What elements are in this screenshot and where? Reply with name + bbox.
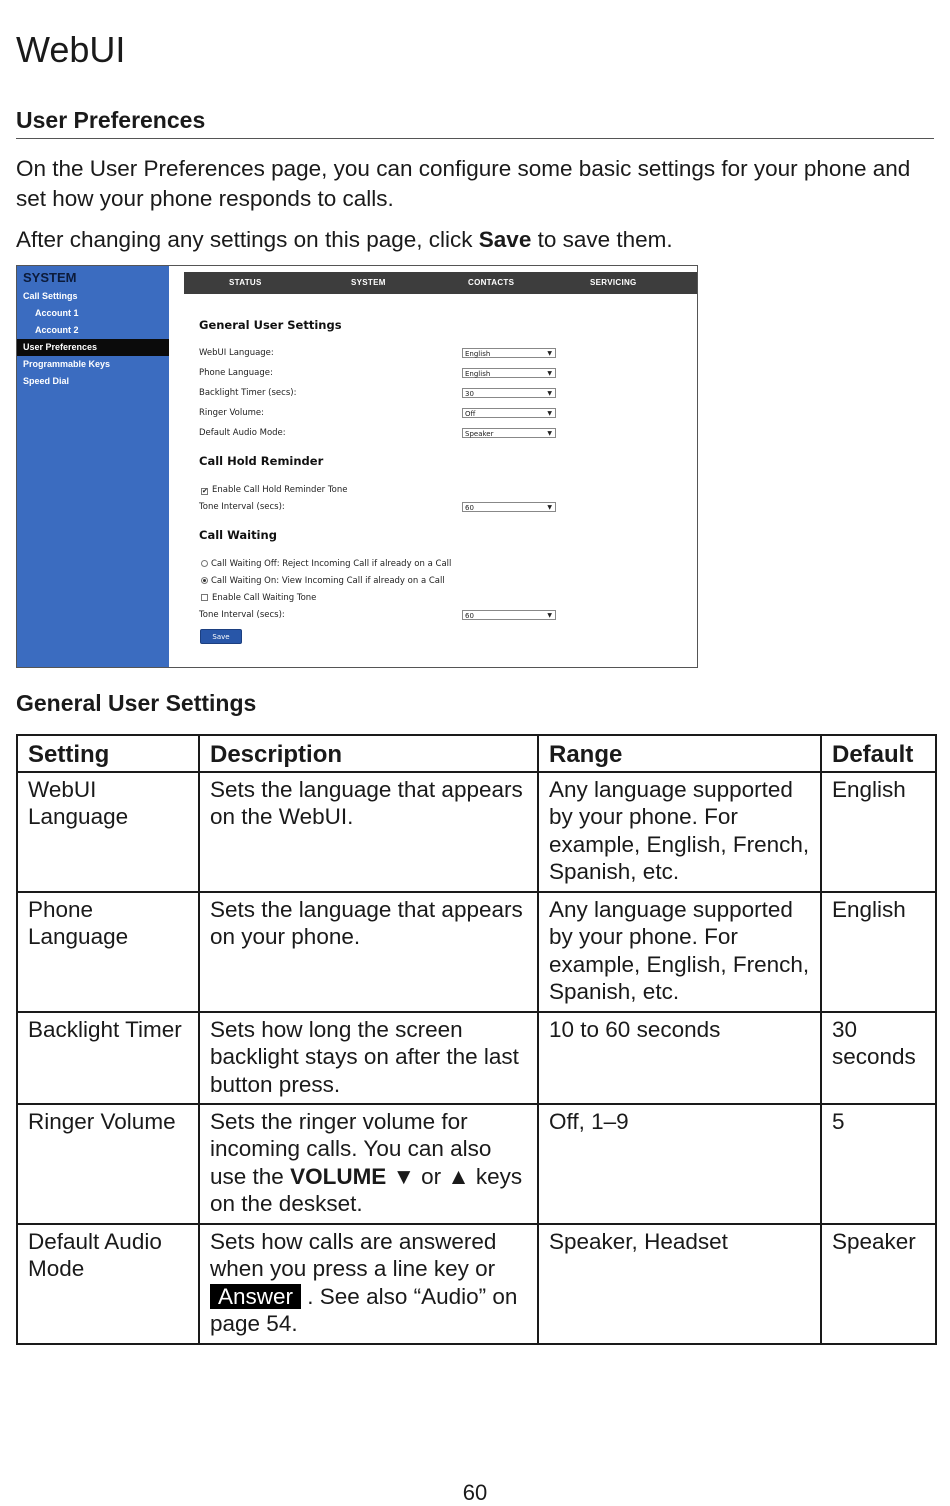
cell-range: Any language supported by your phone. For example, English, French, Spanish, etc.	[538, 772, 821, 892]
page-number: 60	[462, 1480, 488, 1505]
call-waiting-off-radio-row[interactable]	[201, 559, 451, 569]
sidebar-title: SYSTEM	[23, 270, 77, 285]
call-waiting-on-label: Call Waiting On: View Incoming Call if already on a Call	[211, 576, 445, 586]
waiting-tone-interval-select[interactable]	[462, 610, 556, 620]
webui-language-label: WebUI Language:	[199, 348, 274, 358]
chevron-down-icon: ▼	[547, 350, 552, 357]
call-waiting-on-radio-row[interactable]	[201, 576, 445, 586]
header-setting: Setting	[17, 735, 199, 772]
phone-language-label: Phone Language:	[199, 368, 273, 378]
backlight-timer-label: Backlight Timer (secs):	[199, 388, 297, 398]
default-audio-mode-select[interactable]	[462, 428, 556, 438]
checkbox-checked-icon[interactable]: ✔	[202, 487, 208, 495]
default-audio-mode-value: Speaker	[465, 430, 494, 438]
ringer-volume-value: Off	[465, 410, 476, 418]
sidebar-item-account-2[interactable]: Account 2	[35, 325, 79, 335]
default-audio-mode-label: Default Audio Mode:	[199, 428, 286, 438]
hold-tone-interval-label: Tone Interval (secs):	[199, 502, 285, 512]
save-button[interactable]: Save	[200, 629, 242, 644]
save-instruction-after: to save them.	[531, 227, 673, 252]
cell-default: English	[821, 892, 936, 1012]
ringer-volume-label: Ringer Volume:	[199, 408, 264, 418]
intro-paragraph: On the User Preferences page, you can configure some basic settings for your phone and set how your phone responds to calls.	[16, 156, 911, 211]
cell-range: 10 to 60 seconds	[538, 1012, 821, 1104]
description-text: . See also “Audio” on page 54.	[210, 1283, 518, 1336]
tab-system[interactable]: SYSTEM	[351, 278, 386, 287]
cell-description: Sets how long the screen backlight stays on after the last button press.	[199, 1012, 538, 1104]
sidebar-item-user-preferences[interactable]: User Preferences	[17, 339, 169, 356]
volume-key-label: VOLUME	[290, 1163, 387, 1189]
sidebar-item-programmable-keys[interactable]: Programmable Keys	[23, 359, 111, 369]
hold-reminder-checkbox-label: Enable Call Hold Reminder Tone	[212, 485, 348, 495]
webui-language-select[interactable]	[462, 348, 556, 358]
hold-reminder-checkbox-row[interactable]	[201, 485, 347, 495]
call-waiting-off-label: Call Waiting Off: Reject Incoming Call if already on a Call	[211, 559, 452, 569]
webui-language-value: English	[465, 350, 491, 358]
cell-default: 30 seconds	[821, 1012, 936, 1104]
cell-default: English	[821, 772, 936, 892]
page-title: WebUI	[16, 29, 126, 70]
chevron-down-icon: ▼	[547, 504, 552, 511]
table-heading: General User Settings	[16, 690, 257, 716]
ringer-volume-select[interactable]	[462, 408, 556, 418]
call-waiting-heading: Call Waiting	[199, 528, 277, 542]
cell-range: Speaker, Headset	[538, 1224, 821, 1344]
save-instruction-bold: Save	[478, 227, 532, 252]
webui-screenshot	[16, 265, 698, 668]
chevron-down-icon: ▼	[547, 430, 552, 437]
sidebar-item-speed-dial[interactable]: Speed Dial	[23, 376, 70, 386]
save-instruction	[16, 225, 934, 255]
cell-range: Off, 1–9	[538, 1104, 821, 1224]
cell-description: Sets the language that appears on the WebUI.	[199, 772, 538, 892]
tab-contacts[interactable]: CONTACTS	[468, 278, 515, 287]
header-default: Default	[821, 735, 936, 772]
sidebar-item-call-settings[interactable]: Call Settings	[23, 291, 78, 301]
cell-setting: Ringer Volume	[17, 1104, 199, 1224]
cell-description	[199, 1224, 538, 1344]
checkbox-unchecked-icon[interactable]	[201, 594, 208, 601]
hold-tone-interval-value: 60	[465, 504, 474, 512]
general-settings-heading: General User Settings	[199, 318, 342, 332]
waiting-tone-interval-label: Tone Interval (secs):	[199, 610, 285, 620]
sidebar-item-account-1[interactable]: Account 1	[35, 308, 79, 318]
description-text: ▼ or ▲ keys on the deskset.	[210, 1163, 523, 1216]
table-row	[17, 1012, 936, 1104]
table-row	[17, 892, 936, 1012]
cell-setting: Phone Language	[17, 892, 199, 1012]
tab-status[interactable]: STATUS	[229, 278, 262, 287]
cell-setting: WebUI Language	[17, 772, 199, 892]
call-hold-reminder-heading: Call Hold Reminder	[199, 454, 324, 468]
cell-setting: Default Audio Mode	[17, 1224, 199, 1344]
hold-tone-interval-select[interactable]	[462, 502, 556, 512]
cell-range: Any language supported by your phone. For example, English, French, Spanish, etc.	[538, 892, 821, 1012]
sidebar	[17, 266, 169, 667]
cell-default: 5	[821, 1104, 936, 1224]
description-text: Sets how calls are answered when you press a line key or	[210, 1228, 497, 1281]
phone-language-select[interactable]	[462, 368, 556, 378]
backlight-timer-value: 30	[465, 390, 474, 398]
radio-unselected-icon[interactable]	[201, 560, 208, 567]
phone-language-value: English	[465, 370, 491, 378]
cell-description: Sets the language that appears on your phone.	[199, 892, 538, 1012]
call-waiting-tone-label: Enable Call Waiting Tone	[212, 593, 317, 603]
cell-default: Speaker	[821, 1224, 936, 1344]
call-waiting-tone-checkbox-row[interactable]	[201, 593, 316, 603]
table-header-row	[17, 735, 936, 772]
header-range: Range	[538, 735, 821, 772]
cell-setting: Backlight Timer	[17, 1012, 199, 1104]
description-text: Sets the ringer volume for incoming calls. You can also use the	[210, 1108, 492, 1189]
table-row	[17, 1104, 936, 1224]
header-description: Description	[199, 735, 538, 772]
chevron-down-icon: ▼	[547, 612, 552, 619]
backlight-timer-select[interactable]	[462, 388, 556, 398]
waiting-tone-interval-value: 60	[465, 612, 474, 620]
answer-key-label: Answer	[210, 1284, 301, 1309]
settings-table	[16, 734, 937, 1345]
save-instruction-before: After changing any settings on this page, click	[16, 227, 479, 252]
table-row	[17, 772, 936, 892]
settings-form	[199, 266, 689, 667]
chevron-down-icon: ▼	[547, 410, 552, 417]
cell-description	[199, 1104, 538, 1224]
radio-selected-icon[interactable]	[201, 577, 208, 584]
chevron-down-icon: ▼	[547, 370, 552, 377]
chevron-down-icon: ▼	[547, 390, 552, 397]
tab-servicing[interactable]: SERVICING	[590, 278, 637, 287]
table-row	[17, 1224, 936, 1344]
section-heading: User Preferences	[16, 108, 934, 139]
